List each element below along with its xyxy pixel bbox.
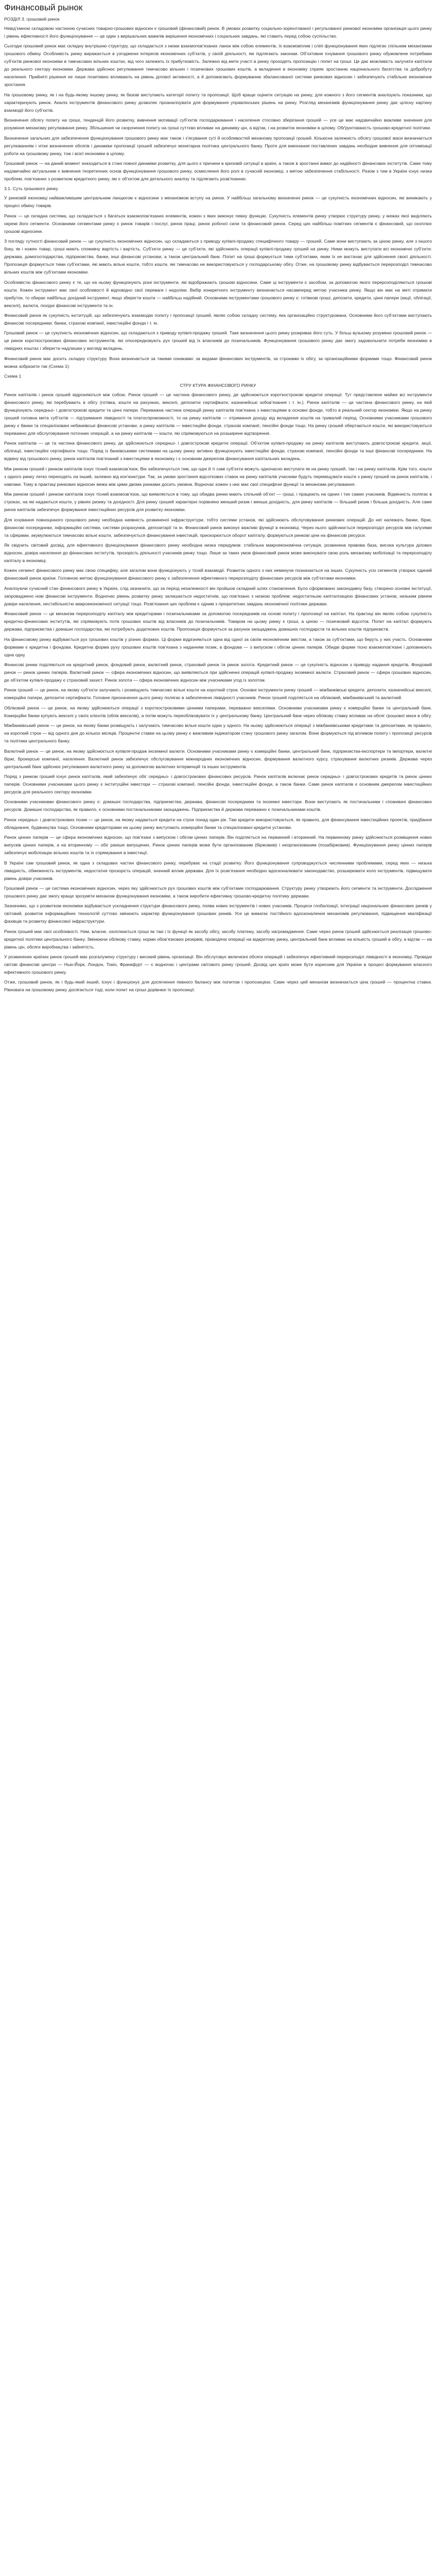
paragraph: Між ринком грошей і ринком капіталів існує тісний взаємозв’язок. Він забезпечується тим, що одні й ті самі суб’єкти можуть одночасно виступати як на ринку грошей, так і на ринку капіталів. Крім того, кошти з одного ринку легко переходять на інший, залежно від кон’юнктури. Так, за умови зростання відсоткових ставок на ринку капіталів учасники будуть переміщувати кошти з ринку грошей на ринок капіталів, і навпаки. Тому в практиці ринкових відносин межа між цими двома ринками досить умовна. Водночас кожен з них має свої специфічні функції та механізми регулювання. — [4, 466, 432, 487]
paragraph: Ринок середньо- і довгострокових позик — це ринок, на якому надаються кредити на строк понад один рік. Такі кредити використовуються, як правило, для фінансування інвестиційних проектів, придбання обладнання, будівництва тощо. Основними кредиторами на цьому ринку виступають комерційні банки та спеціалізовані кредитні установи. — [4, 817, 432, 830]
paragraph: Грошовий ринок — це сукупність економічних відносин, що складаються з приводу купівлі-продажу грошей. Таке визначення цього ринку розкриває його суть. У більш вузькому розумінні грошовий ринок — це ринок короткострокових фінансових інструментів, які опосередковують рух грошей від їх власників до позичальників. Функціонування грошового ринку дає змогу задовольнити потреби економіки в ліквідних коштах і зберегти надлишки у вигляді вкладень. — [4, 330, 432, 351]
paragraph: Кожен сегмент фінансового ринку має свою специфіку, але загалом вони функціонують у тісній взаємодії. Розвиток одного з них неминуче позначається на інших. Сукупність усіх сегментів утворює єдиний фінансовий ринок країни. Головною метою функціонування фінансового ринку є забезпечення ефективного перерозподілу фінансових ресурсів між суб’єктами економіки. — [4, 568, 432, 581]
paragraph: Міжбанківський ринок — це ринок, на якому банки розміщують і залучають тимчасово вільні кошти один у одного. На ньому здійснюються операції з міжбанківськими кредитами та депозитами, як правило, на короткий строк — від одного дня до кількох місяців. Процентні ставки на цьому ринку є важливим індикатором стану грошового ринку загалом. Вони формуються під впливом попиту і пропозиції ресурсів та політики центрального банку. — [4, 723, 432, 744]
paragraph: Для існування повноцінного грошового ринку необхідна наявність розвиненої інфраструктури, тобто системи установ, які здійснюють обслуговування ринкових операцій. До неї належать банки, біржі, фінансові посередники, інформаційні системи, системи розрахунків, депозитарії та ін. Фінансовий ринок виконує важливі функції в економіці. Через нього здійснюється перерозподіл ресурсів між галузями та сферами, акумулюються тимчасово вільні кошти, забезпечується фінансування інвестицій, прискорюється оборот капіталу, формуються ринкові ціни на фінансові ресурси. — [4, 517, 432, 538]
paragraph: Ринок капіталів — це та частина фінансового ринку, де здійснюються середньо- і довгострокові кредитні операції. Об’єктом купівлі-продажу на ринку капіталів виступають довгострокові кредити, акції, облігації, інвестиційні сертифікати тощо. Поряд із банківськими системами на цьому ринку активно функціонують інвестиційні фонди, страхові компанії, пенсійні фонди та інші фінансові посередники. На відміну від грошового ринку, ринок капіталів пов’язаний з інвестиціями в економіку і є основним джерелом фінансування капітальних вкладень. — [4, 440, 432, 462]
paragraph: Ринок цінних паперів — це сфера економічних відносин, що пов’язані з випуском і обігом цінних паперів. Він поділяється на первинний і вторинний. На первинному ринку здійснюється розміщення нових випусків цінних паперів, а на вторинному — обіг раніше випущених. Ринок цінних паперів може бути організованим (біржовим) і неорганізованим (позабіржовим). Функціонування ринку цінних паперів забезпечує мобілізацію вільних коштів та їх спрямування в інвестиції. — [4, 835, 432, 856]
paragraph: На фінансовому ринку відбувається рух грошових коштів у різних формах. Ці форми відрізняються одна від одної за своїм економічним змістом, а також за суб’єктами, що беруть у них участь. Основними формами є кредитна і фондова. Кредитна форма руху грошових коштів пов’язана з наданням позик, а фондова — з випуском і обігом цінних паперів. Обидві форми тісно взаємопов’язані і доповнюють одна одну. — [4, 636, 432, 657]
section-heading: СТРУ КТУРА ФІНАНСОВОГО РИНКУ — [180, 383, 256, 388]
document-body — [4, 15, 432, 994]
paragraph: Сьогодні грошовий ринок має складну внутрішню структуру, що складається з низки взаємопов’язаних ланок між собою елементів, їх взаємовплив і сліпі функціонування яких підлягає спільним механізмам грошового обміну. Особливість ринку виражається в узгодженні інтересів економічних суб’єктів, у своїй діяльності, які підлягають законам. Об’єктивне існування грошового ринку обумовлене потребами суб’єктів ринкової економіки в тимчасових вільних коштах, від чого залежить їх прибутковість. Залежно від мети участі в ринку проходять пропозицію і попит на гроші. Це дає можливість залучати капітали до реального сектору економіки. Держава здійснює регулювання тимчасово вільних і позичкових грошових коштів, а вкладення в економіку сприяє зростанню національного багатства та добробуту населення. Прийняті рішення не лише позитивно впливають на рівень ділової активності, а й допомагають формуванню збалансованої системи ринкових відносин і забезпечують стабільне економічне зростання. — [4, 43, 432, 88]
paragraph: Ринок — це складна система, що складається з багатьох взаємопов’язаних елементів, кожен з яких виконує певну функцію. Сукупність елементів ринку утворює структуру ринку, у межах якої виділяють окремі його сегменти. Основними сегментами ринку є ринок товарів і послуг, ринок праці, ринок робочої сили та фінансовий ринок. Серед цих найбільш помітних сегментів є фінансовий, що охоплює грошові відносини. — [4, 213, 432, 234]
paragraph: Невід’ємною складовою частиною сучасних товарно-грошових відносин є грошовий (фінансовий) ринок. В умовах розвитку соціально-зорієнтованої і регульованої ринкової економіки організація цього ринку і рівень ефективності його функціонування — це один з вирішальних важелів вирішення економічних і соціальних завдань, які ставить перед собою суспільство. — [4, 26, 432, 39]
paragraph: Визначення загальних для забезпечення функціонування грошового ринку має також і з’ясування суті й особливостей механізму пропозиції грошей. Кількісна залежність обсягу грошової маси визначається регулюванням і чітке визначення обсягів і динаміки пропозиції грошей забезпечує монетарна політика центрального банку. Проте для виконання поставлених завдань необхідне вивчення для оптимізації роботи на грошовому ринку, тож і всієї економіки в цілому. — [4, 135, 432, 156]
paragraph: Фінансові ринки поділяються на кредитний ринок, фондовий ринок, валютний ринок, страховий ринок та ринок золота. Кредитний ринок — це сукупність відносин з приводу надання кредитів. Фондовий ринок — ринок цінних паперів. Валютний ринок — сфера економічних відносин, що виявляються при здійсненні операцій купівлі-продажу іноземної валюти. Страховий ринок — сфера грошових відносин, де об’єктом купівлі-продажу є страховий захист. Ринок золота — сфера економічних відносин між учасниками угод із золотом. — [4, 662, 432, 683]
paragraph: Ринок капіталів і ринок грошей відрізняються між собою. Ринок грошей — це частина фінансового ринку, де здійснюються короткострокові кредитні операції. Тут представлене майже всі інструменти фінансового ринку, які перебувають в обігу (готівка, кошти на рахунках, векселі, депозитні сертифікати, казначейські зобов’язання і т. ін.). Ринок капіталів — це частина фінансового ринку, на якій функціонують середньо- і довгострокові кредити та цінні папери. Переважна частина операцій ринку капіталів пов’язана з інвестиціями в основні фонди, тобто в реальний сектор економіки. Якщо на ринку грошей головна мета суб’єктів — підтримання ліквідності та платоспроможності, то на ринку капіталів — отримання доходу від вкладення коштів на тривалий період. Основними учасниками грошового ринку є банки та спеціалізовані небанківські фінансові установи, а ринку капіталів — інвестиційні фонди, страхові компанії, пенсійні фонди тощо. На ринку грошей обертаються кошти, які використовуються переважно для обслуговування поточних операцій, а на ринку капіталів — кошти, які спрямовуються на розширене відтворення. — [4, 392, 432, 436]
section-heading: Схема 1 — [4, 374, 22, 379]
paragraph: Основними учасниками фінансового ринку є: домашні господарства, підприємства, держава, фінансові посередники та іноземні інвестори. Вони виступають як постачальники і споживачі фінансових ресурсів. Домашні господарства, як правило, є основними постачальниками заощаджень. Підприємства й держава переважно є позичальниками коштів. — [4, 799, 432, 812]
paragraph: Аналізуючи сучасний стан фінансового ринку в Україні, слід зазначити, що за період незалежності він пройшов складний шлях становлення. Було сформовано законодавчу базу, створено основні інституції, запроваджено нові фінансові інструменти. Водночас рівень розвитку ринку залишається недостатнім, що пов’язано з низкою проблем: недостатньою капіталізацією фінансових установ, низьким рівнем довіри населення, нестабільністю макроекономічної ситуації тощо. Розв’язання цих проблем є одним з пріоритетних завдань економічної політики держави. — [4, 585, 432, 606]
paragraph: Як свідчить світовий досвід, для ефективного функціонування фінансового ринку необхідна низка передумов: стабільна макроекономічна ситуація, розвинена правова база, висока культура ділових відносин, довіра населення до фінансових інститутів, прозорість діяльності учасників ринку тощо. Лише за таких умов фінансовий ринок може виконувати свою роль механізму мобілізації та перерозподілу капіталу в економіці. — [4, 543, 432, 564]
paragraph: З погляду сутності фінансовий ринок — це сукупність економічних відносин, що складаються з приводу купівлі-продажу специфічного товару — грошей. Саме вони виступають за ціною ринку, але з іншого боку, як і кожен товар, гроші мають споживчу вартість і вартість. Суб’єкти ринку — це суб’єкти, які здійснюють операції купівлі-продажу грошей на ринку. Ними можуть виступати всі економічні суб’єкти: держава, домогосподарства, підприємства, банки, інші фінансові установи, а також центральний банк. Попит на гроші формується тими суб’єктами, яким їх не вистачає для здійснення своєї діяльності. Пропозиція формується тими суб’єктами, які мають вільні кошти, тобто кошти, які тимчасово не використовуються у господарському обігу. Отже, на грошовому ринку відбувається перерозподіл тимчасово вільних коштів між суб’єктами економіки. — [4, 239, 432, 275]
paragraph: Обліковий ринок — це ринок, на якому здійснюються операції з короткостроковими цінними паперами, переважно векселями. Основними учасниками ринку є комерційні банки та центральний банк. Комерційні банки купують векселі у своїх клієнтів (облік векселів), а потім можуть переобліковувати їх у центральному банку. Центральний банк через облікову ставку впливає на обсяг грошової маси в обігу. — [4, 705, 432, 718]
paragraph: Ринок грошей — це ринок, на якому суб’єкти залучають і розміщують тимчасово вільні кошти на короткий строк. Основні інструменти ринку грошей — міжбанківські кредити, депозити, казначейські векселі, комерційні папери, депозитні сертифікати. Головне призначення цього ринку полягає в забезпеченні ліквідності учасників. Ринок грошей поділяється на обліковий, міжбанківський та валютний. — [4, 687, 432, 701]
paragraph: Між ринком грошей і ринком капіталів існує тісний взаємозв’язок, що виявляється в тому, що обидва ринки мають спільний об’єкт — гроші, і працюють на одних і тих самих учасників. Відмінність полягає в строках, на які надаються кошти, у рівнях ризику та дохідності. Для ринку грошей характерні порівняно менший ризик і менша дохідність, для ринку капіталів — більший ризик і більша дохідність. Але саме ринок капіталів забезпечує формування інвестиційних ресурсів для розвитку економіки. — [4, 492, 432, 513]
section-heading: РОЗДІЛ 3. грошовий ринок — [4, 16, 60, 22]
paragraph: Фінансовий ринок як сукупність інституцій, що забезпечують взаємодію попиту і пропозиції грошей, являє собою складну систему, яка організаційно структурована. Основними його суб’єктами виступають фінансові посередники: банки, страхові компанії, інвестиційні фонди і т. ін. — [4, 312, 432, 326]
paragraph: Фінансовий ринок має досить складну структуру. Вона визначається за такими ознаками: за видами фінансових інструментів, за строками їх обігу, за організаційними формами тощо. Фінансовий ринок можна зобразити так (Схема 1): — [4, 355, 432, 369]
paragraph: Зазначимо, що з розвитком економіки відбувається ускладнення структури фінансового ринку, поява нових інструментів і нових учасників. Процеси глобалізації, інтеграції національних фінансових ринків у світовий, розвиток інформаційних технологій суттєво змінюють характер функціонування грошових ринків. Усе це вимагає постійного вдосконалення механізмів регулювання, підвищення кваліфікації фахівців та розвитку фінансової інфраструктури. — [4, 903, 432, 924]
paragraph: Грошовий ринок — це система економічних відносин, через яку здійснюється рух грошових коштів між суб’єктами господарювання. Структуру ринку утворюють його сегменти та інструменти. Дослідження грошового ринку дає змогу краще зрозуміти механізм функціонування економіки, а також виробити ефективну грошово-кредитну політику держави. — [4, 885, 432, 899]
paragraph: Ринок грошей має свої особливості. Ним, власне, охоплюються гроші як такі і їх функції як засобу обігу, засобу платежу, засобу нагромадження. Саме через ринок грошей здійснюється реалізація грошово-кредитної політики центрального банку. Змінюючи облікову ставку, норми обов’язкових резервів, проводячи операції на відкритому ринку, центральний банк впливає на кількість грошей в обігу, а відтак — на рівень цін, обсяги виробництва і зайнятість. — [4, 928, 432, 950]
section-heading: 3.1. Суть грошового ринку — [4, 186, 58, 192]
paragraph: Поряд з ринком грошей існує ринок капіталів, який забезпечує обіг середньо- і довгострокових фінансових ресурсів. Ринок капіталів включає ринок середньо- і довгострокових кредитів та ринок цінних паперів. Основними учасниками цього ринку є інституційні інвестори — страхові компанії, пенсійні фонди, інвестиційні фонди, а також банки. Саме ринок капіталів є основним джерелом інвестиційних ресурсів для реального сектору економіки. — [4, 773, 432, 794]
paragraph: В Україні сам грошовий ринок, як одна з складових частин фінансового ринку, перебуває на стадії розвитку. Його функціонування супроводжується численними проблемами, серед яких — низька ліквідність, обмеженість інструментів, недостатня прозорість операцій, значний вплив держави. Для їх розв’язання необхідно вдосконалювати законодавство, розширювати коло інструментів, підвищувати рівень довіри учасників. — [4, 860, 432, 881]
page-title: Финансовый рынок — [4, 3, 83, 12]
paragraph: На грошовому ринку, як і на будь-якому іншому ринку, як базові виступають категорії попиту та пропозиції. Щоб краще оцінити ситуацію на ринку, для кожного з його сегментів аналізують показники, що характеризують ринок. Аналіз інструментів фінансового ринку дозволяє проаналізувати для формування управлінських рішень на ринку. Розгляд механізмів функціонування ринку дає цілісну картину взаємодії його суб’єктів. — [4, 92, 432, 113]
paragraph: Грошовий ринок — на даний момент знаходиться в стані повної динаміки розвитку, для цього є причини в кризовій ситуації в країні, а також в зростанні вимог до надійності фінансових інститутів. Саме тому надзвичайно актуальним є вивчення теоретичних основ функціонування грошового ринку, осмислення його ролі в сучасній економіці, з метою забезпечення стабільності. Разом з тим в Україні існує низка проблем, пов’язаних з розвитком кредитного ринку, які є об’єктом для детального аналізу та підлягають розв’язанню. — [4, 160, 432, 181]
paragraph: Особливістю фінансового ринку є те, що на ньому функціонують різні інструменти, які відображають грошові відносини. Саме ці інструменти є засобом, за допомогою якого перерозподіляються грошові кошти. Кожен інструмент має свої особливості й відповідно свої переваги і недоліки. Вибір конкретного інструменту визначається насамперед метою учасника ринку. Якщо він має на меті отримати прибуток, то обирає найбільш дохідний інструмент, якщо зберегти кошти — найбільш надійний. Основними інструментами грошового ринку є: готівкові гроші, депозити, кредити, цінні папери (акції, облігації, векселі), валюта, похідні фінансові інструменти та ін. — [4, 279, 432, 308]
paragraph: Валютний ринок — це ринок, на якому здійснюється купівля-продаж іноземної валюти. Основними учасниками ринку є комерційні банки, центральний банк, підприємства-експортери та імпортери, валютні біржі, брокерські компанії, населення. Валютний ринок забезпечує обслуговування міжнародних економічних відносин, формування валютного курсу, страхування валютних ризиків. Держава через центральний банк здійснює регулювання валютного ринку за допомогою валютних інтервенцій та інших інструментів. — [4, 748, 432, 769]
paragraph: У ринковій економіці найважливішим центральним ланцюгом є відносини з механізмом вступу на ринок. У найбільш загальному визначенні ринок — це сукупність економічних відносин, які виникають у процесі обміну товарів. — [4, 195, 432, 209]
paragraph: Отже, грошовий ринок, як і будь-який інший, існує і функціонує для досягнення певного балансу між попитом і пропозицією. Саме через цей механізм визначається ціна грошей — процентна ставка. Рівновага на грошовому ринку досягається тоді, коли попит на гроші дорівнює їх пропозиції. — [4, 979, 432, 993]
paragraph: Визначення обсягу попиту на гроші, тенденцій його розвитку, вивчення мотивації суб’єктів господарювання і населення стосовно зберігання грошей — усе це має надзвичайно важливе значення для розуміння механізму регулювання ринку. Збільшення чи скорочення попиту на гроші суттєво впливає на динаміку цін, а відтак, і на розвиток економіки в цілому. Обґрунтованість грошово-кредитної політики. — [4, 117, 432, 131]
paragraph: Фінансовий ринок — це механізм перерозподілу капіталу між кредиторами і позичальниками за допомогою посередників на основі попиту і пропозиції на капітал. На практиці він являє собою сукупність кредитно-фінансових інститутів, які спрямовують потік грошових коштів від власників до позичальників. Товаром на цьому ринку є гроші, а ціною — позичковий відсоток. Попит на капітал формують держава, підприємства і домашні господарства, які потребують додаткових коштів. Пропозиція формується за рахунок заощаджень домашніх господарств та вільних коштів підприємств. — [4, 611, 432, 632]
paragraph: У розвинених країнах ринок грошей має розгалужену структуру і високий рівень організації. Він обслуговує величезні обсяги операцій і забезпечує ефективний перерозподіл ліквідності в економіці. Провідні світові фінансові центри — Нью-Йорк, Лондон, Токіо, Франкфурт — є водночас і центрами світового ринку грошей. Досвід цих країн може бути корисним для України в процесі формування власного ефективного грошового ринку. — [4, 954, 432, 975]
